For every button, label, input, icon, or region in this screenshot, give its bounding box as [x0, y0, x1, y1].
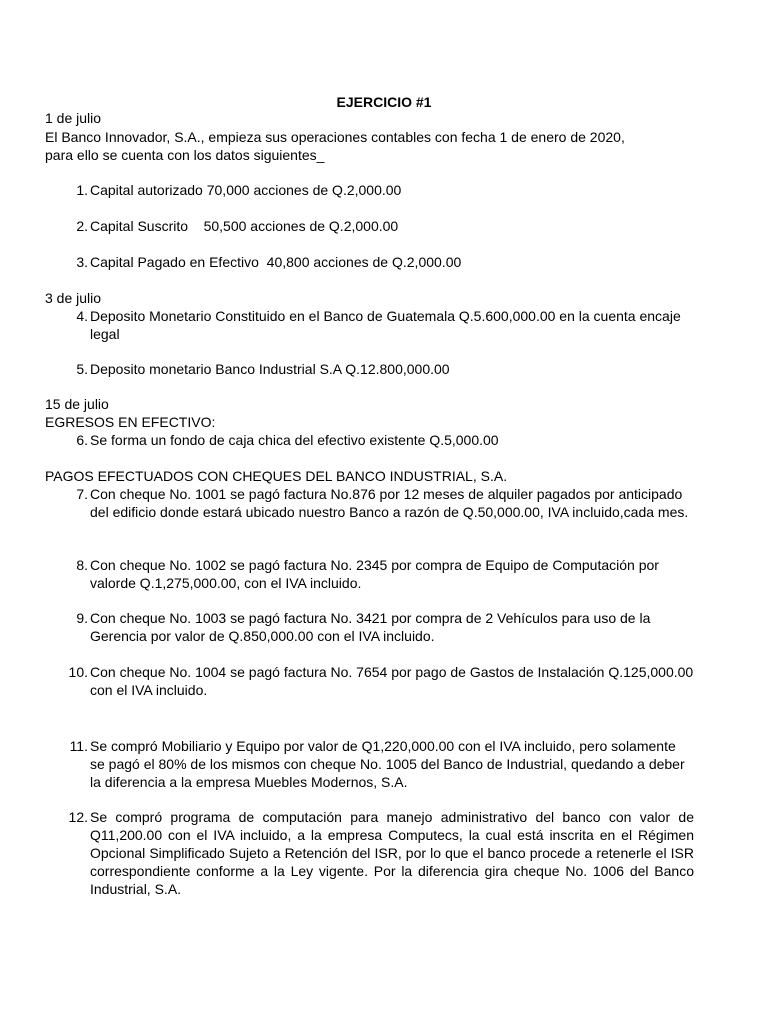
list-item-text: Deposito Monetario Constituido en el Banco de Guatemala Q.5.600,000.00 en la cuenta encaje legal: [90, 308, 681, 342]
date-15-julio: 15 de julio: [45, 396, 109, 412]
list-item-text: Con cheque No. 1004 se pagó factura No. 7654 por pago de Gastos de Instalación Q.125,000.00 con el IVA incluido.: [90, 664, 694, 698]
heading-pagos: PAGOS EFECTUADOS CON CHEQUES DEL BANCO INDUSTRIAL, S.A.: [45, 468, 508, 484]
date-1-julio: 1 de julio: [45, 110, 102, 126]
list-item-text: Capital Suscrito 50,500 acciones de Q.2,000.00: [90, 218, 399, 234]
list-item-number: 10.: [68, 664, 88, 680]
list-item-text: Se compró programa de computación para manejo administrativo del banco con valor de Q11,200.00 con el IVA incluido, a la empresa Computecs, la cual está inscrita en el Régimen Opcional Simplificado Sujeto a Retención del ISR, por lo que el banco procede a retenerle el ISR correspondiente conforme a la Ley vigente. Por la diferencia gira cheque No. 1006 del Banco Industrial, S.A.: [90, 809, 694, 897]
intro-line-1: El Banco Innovador, S.A., empieza sus operaciones contables con fecha 1 de enero de 2020,: [45, 129, 625, 145]
list-item-number: 8.: [76, 557, 88, 573]
list-item-number: 11.: [69, 738, 88, 754]
list-item-text: Con cheque No. 1002 se pagó factura No. 2345 por compra de Equipo de Computación por valorde Q.1,275,000.00, con el IVA incluido.: [90, 557, 659, 591]
list-item-number: 12.: [68, 809, 88, 825]
date-3-julio: 3 de julio: [45, 290, 102, 306]
heading-egresos: EGRESOS EN EFECTIVO:: [45, 414, 216, 430]
list-item-text: Con cheque No. 1003 se pagó factura No. 3421 por compra de 2 Vehículos para uso de la Gerencia por valor de Q.850,000.00 con el IVA incluido.: [90, 610, 651, 644]
list-item-number: 7.: [76, 486, 88, 502]
document-title: EJERCICIO #1: [336, 94, 432, 110]
list-item-number: 5.: [76, 361, 88, 377]
list-item-text: Con cheque No. 1001 se pagó factura No.876 por 12 meses de alquiler pagados por anticipado del edificio donde estará ubicado nuestro Banco a razón de Q.50,000.00, IVA incluido,cada mes.: [90, 486, 689, 520]
list-item-number: 2.: [76, 218, 88, 234]
list-item-text: Deposito monetario Banco Industrial S.A Q.12.800,000.00: [90, 361, 450, 377]
list-item-number: 4.: [76, 308, 88, 324]
list-item-text: Se forma un fondo de caja chica del efectivo existente Q.5,000.00: [90, 432, 499, 448]
list-item-number: 9.: [76, 610, 88, 626]
intro-line-2: para ello se cuenta con los datos siguientes_: [45, 147, 325, 163]
list-item-text: Capital autorizado 70,000 acciones de Q.2,000.00: [90, 182, 402, 198]
list-item-text: Se compró Mobiliario y Equipo por valor de Q1,220,000.00 con el IVA incluido, pero solamente se pagó el 80% de los mismos con cheque No. 1005 del Banco de Industrial, quedando a deber la diferencia a la empresa Muebles Modernos, S.A.: [90, 738, 685, 790]
list-item-text: Capital Pagado en Efectivo 40,800 acciones de Q.2,000.00: [90, 254, 462, 270]
list-item-number: 6.: [76, 432, 88, 448]
list-item-number: 3.: [76, 254, 88, 270]
list-item-number: 1.: [76, 182, 88, 198]
